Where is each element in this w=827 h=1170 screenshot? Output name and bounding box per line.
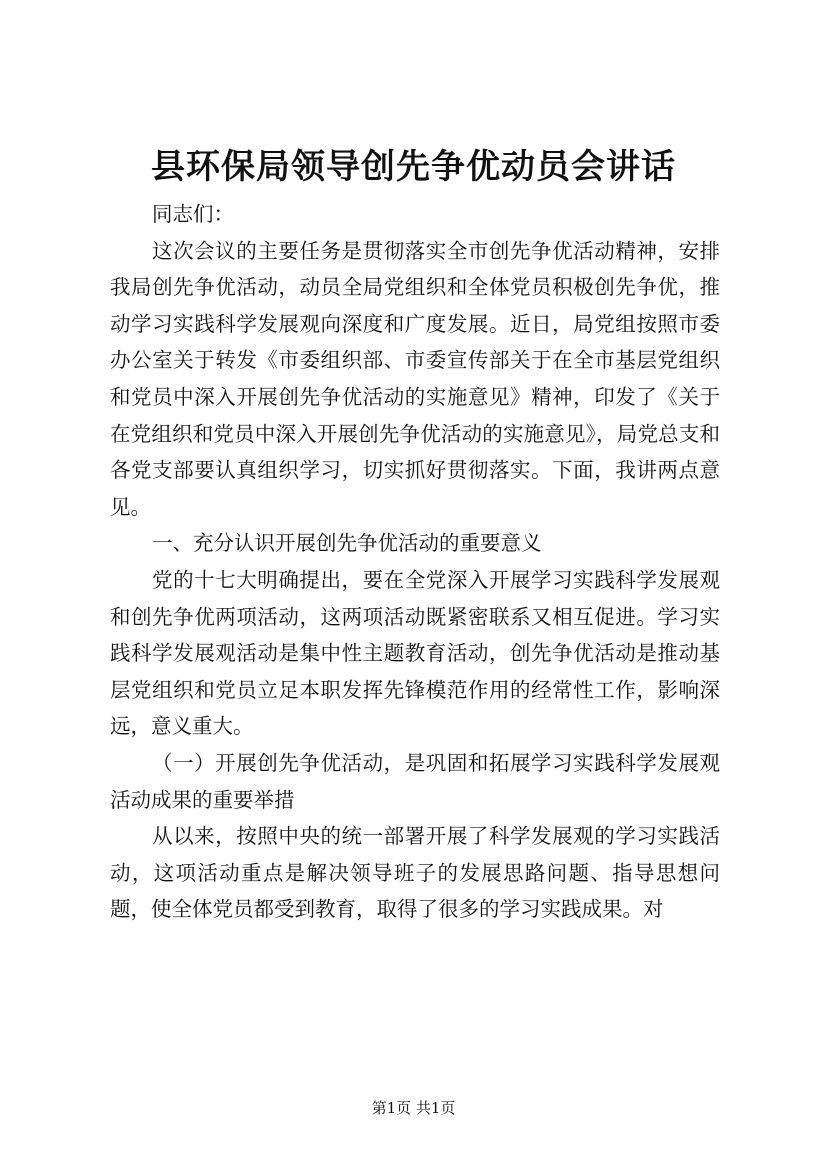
salutation: 同志们：: [152, 202, 235, 226]
section-heading-1: 一、充分认识开展创先争优活动的重要意义: [152, 531, 542, 556]
paragraph-significance: 党的十七大明确提出，要在全党深入开展学习实践科学发展观和创先争优两项活动，这两项活动既紧密联系又相互促进。学习实践科学发展观活动是集中性主题教育活动，创先争优活动是推动基层党组织和党员立足本职发挥先锋模范作用的经常性工作，影响深远，意义重大。: [110, 567, 720, 739]
document-title: 县环保局领导创先争优动员会讲话: [151, 147, 676, 187]
paragraph-practice: 从以来，按照中央的统一部署开展了科学发展观的学习实践活动，这项活动重点是解决领导班子的发展思路问题、指导思想问题，使全体党员都受到教育，取得了很多的学习实践成果。对: [110, 824, 720, 922]
paragraph-intro: 这次会议的主要任务是贯彻落实全市创先争优活动精神，安排我局创先争优活动，动员全局党组织和全体党员积极创先争优，推动学习实践科学发展观向深度和广度发展。近日，局党组按照市委办公室关于转发《市委组织部、市委宣传部关于在全市基层党组织和党员中深入开展创先争优活动的实施意见》精神，印发了《关于在党组织和党员中深入开展创先争优活动的实施意见》，局党总支和各党支部要认真组织学习，切实抓好贯彻落实。下面，我讲两点意见。: [110, 238, 720, 519]
subsection-heading-1: （一）开展创先争优活动，是巩固和拓展学习实践科学发展观活动成果的重要举措: [110, 750, 720, 812]
document-body: [110, 196, 720, 928]
page-footer: 第1页 共1页: [371, 1099, 456, 1117]
